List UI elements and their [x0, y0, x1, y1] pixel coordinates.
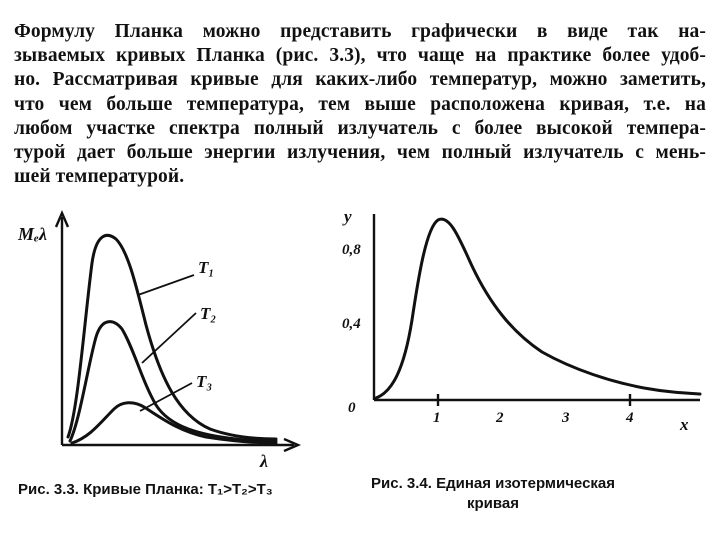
paragraph-line: но. Рассматривая кривые для каких-либо температур, можно заметить,: [14, 69, 706, 91]
fig33-caption: Рис. 3.3. Кривые Планка: T₁>T₂>T₃: [18, 481, 273, 498]
fig33-ylabel: Mₑλ: [18, 224, 47, 244]
paragraph-line: шей температурой.: [14, 166, 185, 188]
body-paragraph: [14, 20, 706, 189]
fig33-label-t2: T₂: [200, 304, 217, 323]
paragraph-line: зываемых кривых Планка (рис. 3.3), что чаще на практике более удоб-: [14, 45, 706, 67]
paragraph-line: что чем больше температура, тем выше расположена кривая, т.е. на: [14, 93, 706, 115]
fig34-xtick-label-1: 1: [433, 410, 441, 426]
fig33-label-t3: T₃: [196, 372, 213, 391]
fig34-caption-line2: кривая: [467, 495, 520, 512]
fig34-xlabel: x: [680, 415, 689, 430]
fig34-ylabel: y: [344, 207, 352, 226]
paragraph-line: Формулу Планка можно представить графически в виде так на-: [14, 21, 706, 42]
figure-planck-curves: [10, 205, 310, 470]
isothermal-curve: [376, 219, 700, 398]
fig33-xlabel: λ: [260, 451, 268, 470]
fig34-xtick-label-3: 3: [562, 410, 570, 426]
fig34-caption: [371, 474, 615, 514]
paragraph-line: любом участке спектра полный излучатель с более высокой темпера-: [14, 117, 706, 139]
paragraph-line: турой дает больше энергии излучения, чем полный излучатель с мень-: [14, 142, 706, 164]
fig33-label-t1: T₁: [198, 258, 215, 277]
figure-isothermal-curve: [330, 200, 710, 430]
fig34-origin: 0: [348, 400, 356, 416]
fig34-caption-line1: Рис. 3.4. Единая изотермическая: [371, 475, 616, 492]
fig34-ytick-0.4: 0,4: [342, 316, 361, 332]
fig34-ytick-0.8: 0,8: [342, 242, 361, 258]
fig33-leader-t1: [138, 275, 194, 295]
fig34-xtick-label-2: 2: [496, 410, 504, 426]
planck-curve-t1: [68, 235, 276, 439]
fig34-xtick-label-4: 4: [626, 410, 634, 426]
